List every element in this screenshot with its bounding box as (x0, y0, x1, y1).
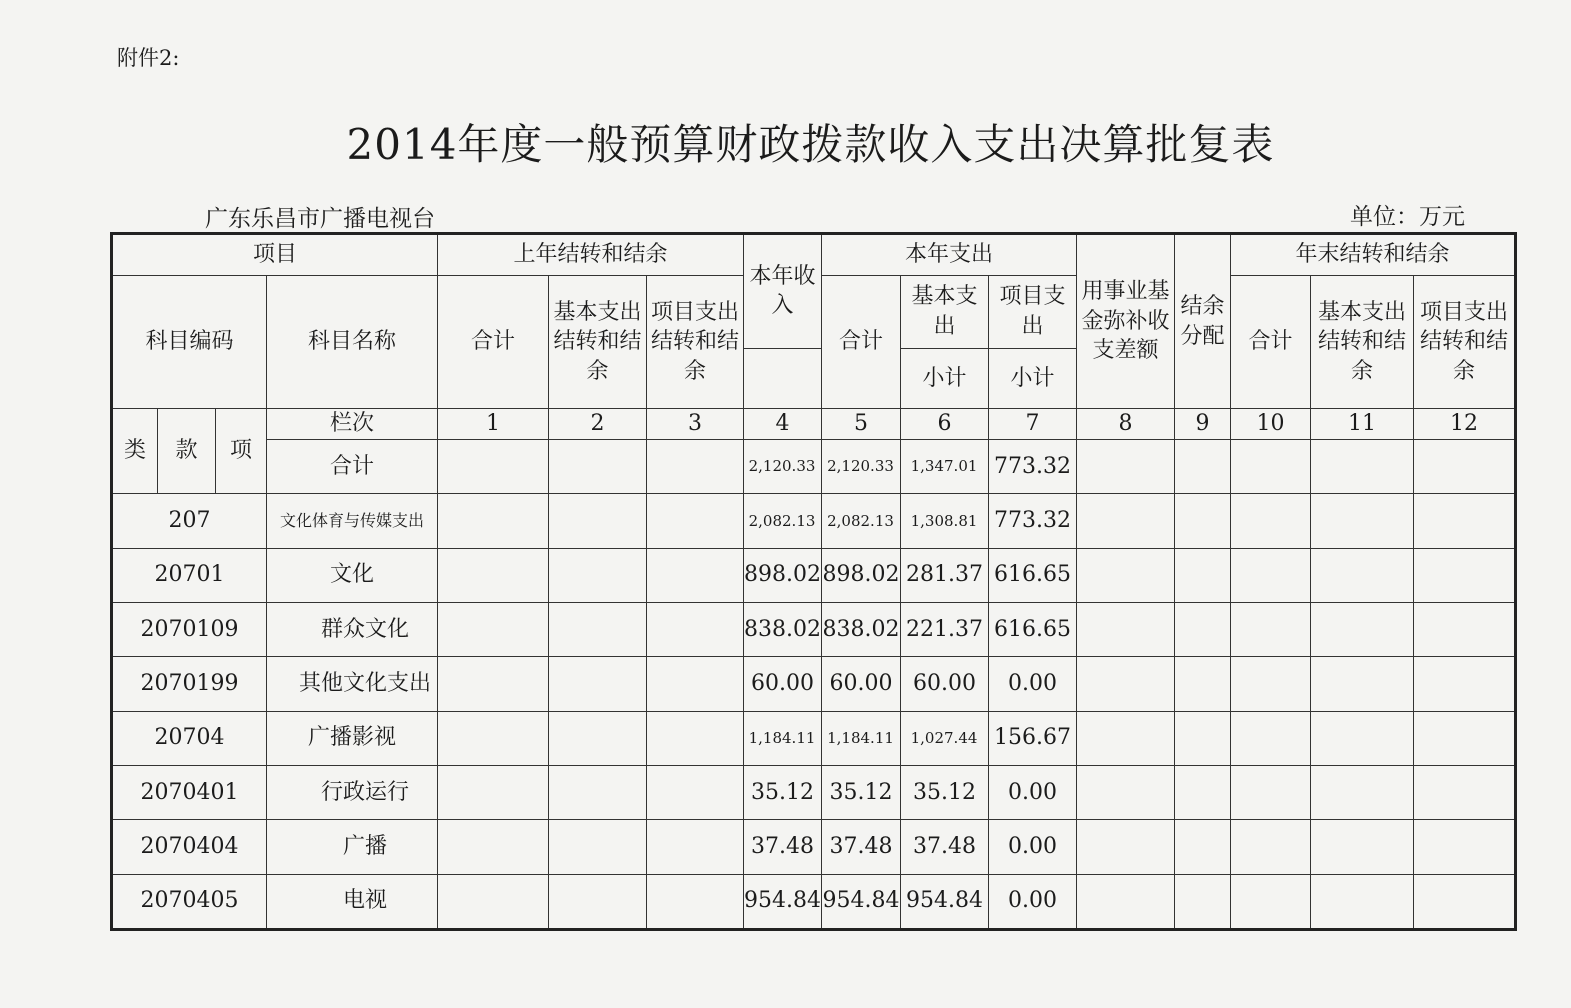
unit-label: 单位：万元 (1350, 204, 1465, 230)
row-name: 文化体育与传媒支出 (267, 494, 438, 548)
row-income: 37.48 (744, 820, 822, 874)
row-exp-total: 37.48 (822, 820, 901, 874)
row-exp-total: 35.12 (822, 765, 901, 819)
table-row (112, 548, 1516, 602)
total-income: 2,120.33 (744, 439, 822, 493)
table-row (112, 602, 1516, 656)
row-exp-total: 954.84 (822, 874, 901, 929)
header-project-carry: 项目支出结转和结余 (647, 276, 744, 409)
header-subtotal-project: 小计 (989, 348, 1077, 408)
row-basic: 37.48 (901, 820, 989, 874)
row-basic: 954.84 (901, 874, 989, 929)
row-code: 2070405 (112, 874, 267, 929)
header-end-total: 合计 (1231, 276, 1311, 409)
row-project: 156.67 (989, 711, 1077, 765)
row-exp-total: 1,184.11 (822, 711, 901, 765)
header-col-no: 栏次 (267, 409, 438, 440)
header-surplus-dist: 结余分配 (1175, 234, 1231, 409)
col-number: 12 (1414, 409, 1516, 440)
budget-table (110, 232, 1517, 931)
row-code: 207 (112, 494, 267, 548)
row-income: 2,082.13 (744, 494, 822, 548)
header-basic-exp: 基本支出 (901, 276, 989, 348)
col-number: 8 (1077, 409, 1175, 440)
row-basic: 1,027.44 (901, 711, 989, 765)
organization-name: 广东乐昌市广播电视台 (205, 206, 435, 232)
header-end-basic: 基本支出结转和结余 (1311, 276, 1414, 409)
col-number: 9 (1175, 409, 1231, 440)
row-name: 群众文化 (267, 602, 438, 656)
header-income: 本年收入 (744, 234, 822, 349)
table-row (112, 874, 1516, 929)
table-row (112, 494, 1516, 548)
col-number: 6 (901, 409, 989, 440)
header-expense: 本年支出 (822, 234, 1077, 276)
row-name: 广播影视 (267, 711, 438, 765)
row-name: 文化 (267, 548, 438, 602)
table-row (112, 765, 1516, 819)
header-subject-code: 科目编码 (112, 276, 267, 409)
row-basic: 35.12 (901, 765, 989, 819)
table-row (112, 657, 1516, 711)
row-code: 20704 (112, 711, 267, 765)
header-project-exp: 项目支出 (989, 276, 1077, 348)
row-project: 616.65 (989, 602, 1077, 656)
col-number: 3 (647, 409, 744, 440)
row-name: 广播 (267, 820, 438, 874)
row-project: 0.00 (989, 820, 1077, 874)
header-kuan: 款 (158, 409, 216, 494)
header-end-project: 项目支出结转和结余 (1414, 276, 1516, 409)
row-code: 20701 (112, 548, 267, 602)
col-number: 5 (822, 409, 901, 440)
row-project: 773.32 (989, 494, 1077, 548)
header-subtotal-basic: 小计 (901, 348, 989, 408)
row-exp-total: 898.02 (822, 548, 901, 602)
col-number: 7 (989, 409, 1077, 440)
row-basic: 1,308.81 (901, 494, 989, 548)
header-fund-comp: 用事业基金弥补收支差额 (1077, 234, 1175, 409)
row-income: 35.12 (744, 765, 822, 819)
row-exp-total: 60.00 (822, 657, 901, 711)
header-lei: 类 (112, 409, 158, 494)
row-code: 2070404 (112, 820, 267, 874)
row-project: 616.65 (989, 548, 1077, 602)
row-exp-total: 838.02 (822, 602, 901, 656)
row-income: 838.02 (744, 602, 822, 656)
row-code: 2070199 (112, 657, 267, 711)
header-item: 项目 (112, 234, 438, 276)
header-prev-balance: 上年结转和结余 (438, 234, 744, 276)
attachment-label: 附件2: (117, 46, 180, 70)
total-basic: 1,347.01 (901, 439, 989, 493)
col-number: 10 (1231, 409, 1311, 440)
table-row (112, 711, 1516, 765)
page-title: 2014年度一般预算财政拨款收入支出决算批复表 (346, 120, 1275, 169)
header-income-spacer (744, 348, 822, 408)
row-income: 1,184.11 (744, 711, 822, 765)
row-income: 898.02 (744, 548, 822, 602)
total-exp: 2,120.33 (822, 439, 901, 493)
row-project: 0.00 (989, 874, 1077, 929)
total-project: 773.32 (989, 439, 1077, 493)
row-code: 2070401 (112, 765, 267, 819)
row-code: 2070109 (112, 602, 267, 656)
row-exp-total: 2,082.13 (822, 494, 901, 548)
col-number: 4 (744, 409, 822, 440)
header-expense-total: 合计 (822, 276, 901, 409)
col-number: 1 (438, 409, 549, 440)
row-income: 954.84 (744, 874, 822, 929)
row-basic: 221.37 (901, 602, 989, 656)
header-end-balance: 年末结转和结余 (1231, 234, 1516, 276)
col-number: 11 (1311, 409, 1414, 440)
header-basic-carry: 基本支出结转和结余 (549, 276, 647, 409)
header-total: 合计 (438, 276, 549, 409)
row-name: 其他文化支出 (267, 657, 438, 711)
header-subject-name: 科目名称 (267, 276, 438, 409)
col-number: 2 (549, 409, 647, 440)
row-name: 行政运行 (267, 765, 438, 819)
row-basic: 60.00 (901, 657, 989, 711)
grand-total-label: 合计 (267, 439, 438, 493)
row-project: 0.00 (989, 657, 1077, 711)
table-row (112, 820, 1516, 874)
row-name: 电视 (267, 874, 438, 929)
row-project: 0.00 (989, 765, 1077, 819)
row-income: 60.00 (744, 657, 822, 711)
row-basic: 281.37 (901, 548, 989, 602)
header-xiang: 项 (216, 409, 267, 494)
